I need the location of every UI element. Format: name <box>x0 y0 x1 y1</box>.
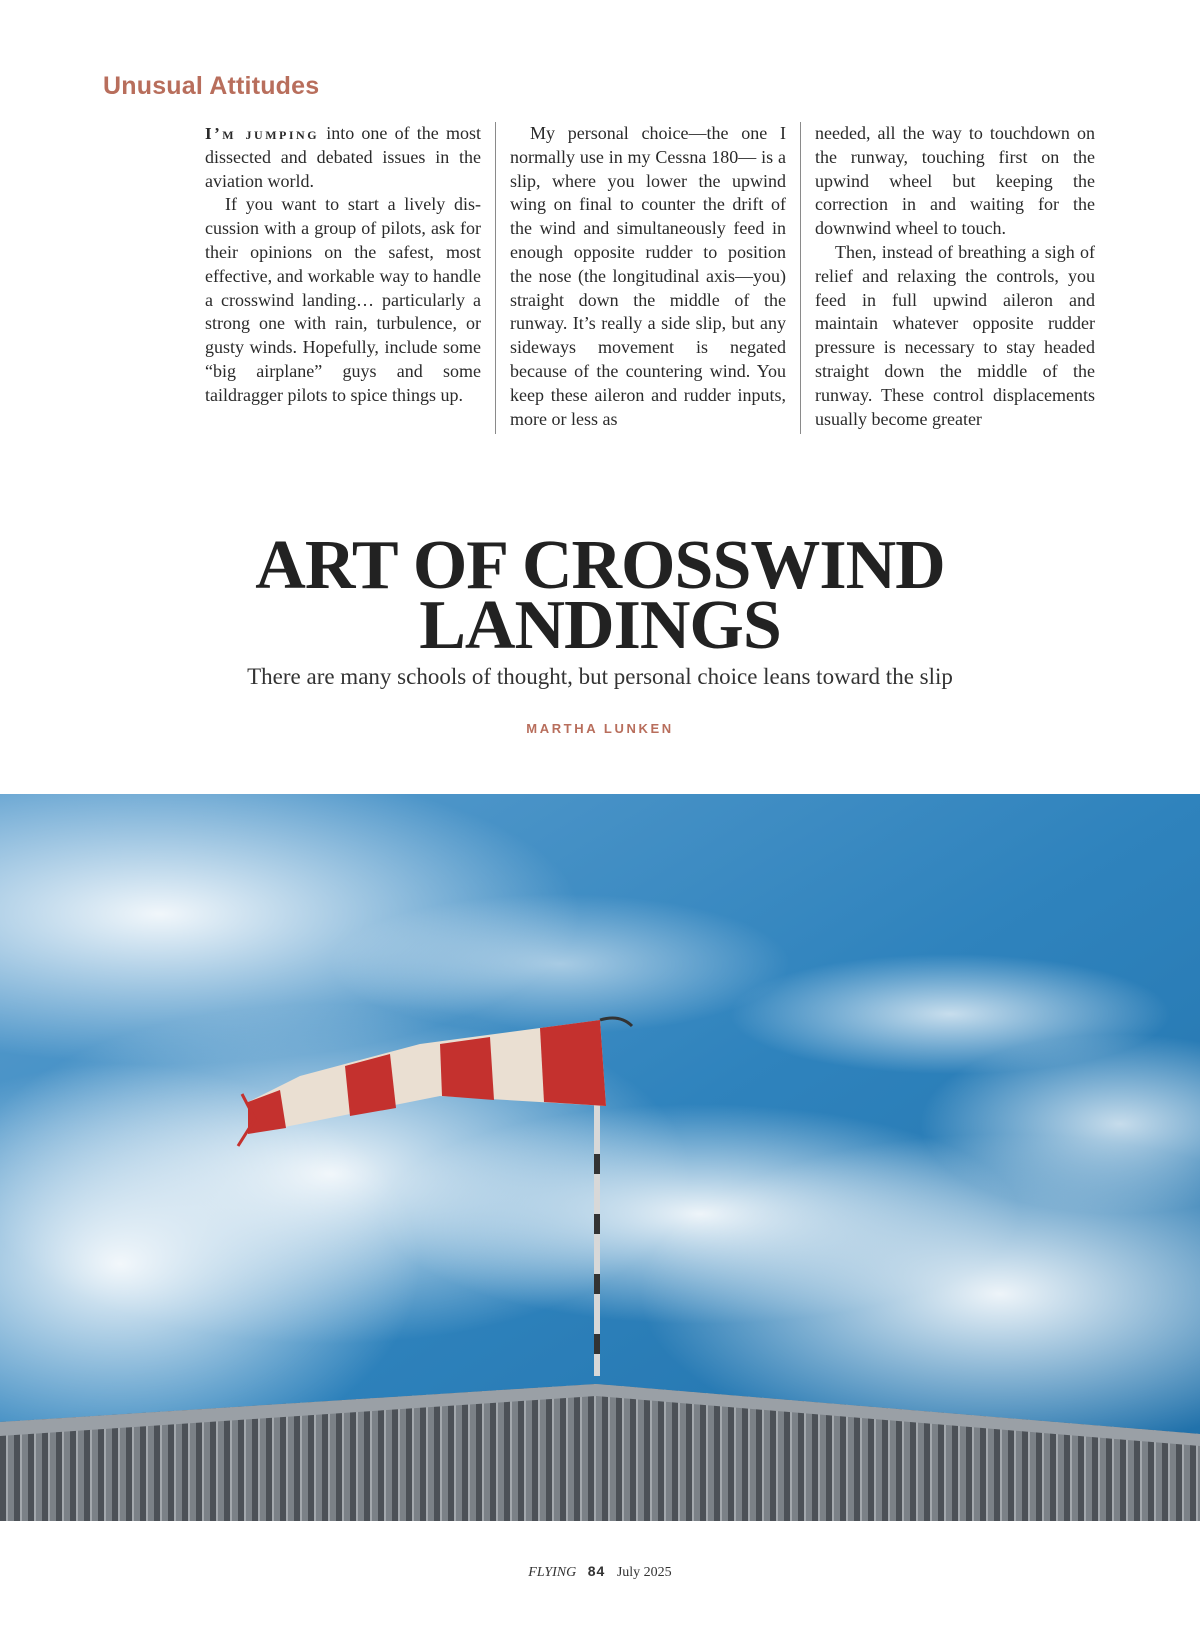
section-label: Unusual Attitudes <box>103 72 320 100</box>
article-column-3 <box>801 122 1095 434</box>
paragraph-4: needed, all the way to touchdown on the runway, touching first on the upwind wheel but keeping the correction in and waiting for the downwind wheel to touch. <box>815 123 1095 239</box>
paragraph-1-text: into one of the most dissected and debated issues in the aviation world. <box>205 123 481 191</box>
lead-in: I’m jumping <box>205 124 320 143</box>
windsock-photo <box>0 794 1200 1521</box>
byline: MARTHA LUNKEN <box>526 721 674 736</box>
article-deck: There are many schools of thought, but personal choice leans toward the slip <box>247 664 953 689</box>
article-column-1 <box>205 122 495 434</box>
article-column-2 <box>495 122 801 434</box>
headline-line-2: LANDINGS <box>419 587 781 664</box>
article-body <box>205 122 1095 434</box>
paragraph-1 <box>205 122 481 193</box>
paragraph-5: Then, instead of breathing a sigh of relief and relaxing the controls, you feed in full upwind aileron and maintain whatever opposite rudder pressure is necessary to stay headed straight down the middle of the runway. These control displacements usually become greater <box>815 241 1095 429</box>
paragraph-3: My personal choice—the one I normally use in my Cessna 180— is a slip, where you lower the upwind wing on final to counter the drift of the wind and simultaneously feed in enough opposite rudder to position the nose (the longitudinal axis—you) straight down the middle of the runway. It’s really a side slip, but any sideways movement is negated because of the countering wind. You keep these aileron and rudder inputs, more or less as <box>510 123 786 429</box>
article-headline <box>0 527 1200 664</box>
page-footer <box>0 1563 1200 1581</box>
paragraph-2: If you want to start a lively discussion with a group of pilots, ask for their opinions on the safest, most effective, and workable way to handle a crosswind landing… particularly a strong one with rain, turbulence, or gusty winds. Hopefully, include some “big airplane” guys and some taildragger pilots to spice things up. <box>205 194 481 405</box>
page-number: 84 <box>587 1563 606 1579</box>
headline-line-1: ART OF CROSSWIND <box>255 527 945 604</box>
magazine-name: FLYING <box>528 1565 577 1580</box>
issue-date: July 2025 <box>616 1565 672 1580</box>
